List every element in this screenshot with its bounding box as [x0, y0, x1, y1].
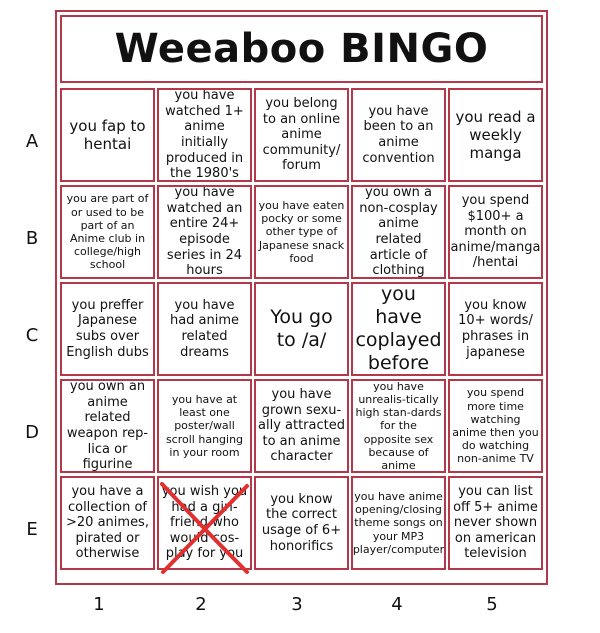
cell-e3[interactable]: you know the correct usage of 6+ honorifics — [254, 476, 349, 570]
cell-d3[interactable]: you have grown sexu-ally attracted to an anime character — [254, 379, 349, 473]
row-label-c: C — [25, 325, 39, 346]
bingo-board — [55, 10, 548, 585]
cell-c4[interactable]: you have coplayed before — [351, 282, 446, 376]
page-title: Weeaboo BINGO — [114, 26, 489, 72]
title-cell — [60, 15, 543, 83]
col-label-3: 3 — [291, 594, 303, 615]
cell-d2[interactable]: you have at least one poster/wall scroll hanging in your room — [157, 379, 252, 473]
row-label-d: D — [25, 422, 39, 443]
col-label-1: 1 — [93, 594, 105, 615]
cell-b3[interactable]: you have eaten pocky or some other type of Japanese snack food — [254, 185, 349, 279]
cell-d1[interactable]: you own an anime related weapon rep-lica or figurine — [60, 379, 155, 473]
cell-d5[interactable]: you spend more time watching anime then you do watching non-anime TV — [448, 379, 543, 473]
col-label-5: 5 — [486, 594, 498, 615]
cell-c3[interactable]: You go to /a/ — [254, 282, 349, 376]
cell-b5[interactable]: you spend $100+ a month on anime/manga /hentai — [448, 185, 543, 279]
cell-c5[interactable]: you know 10+ words/ phrases in japanese — [448, 282, 543, 376]
col-label-2: 2 — [195, 594, 207, 615]
row-label-b: B — [25, 228, 39, 249]
cell-a3[interactable]: you belong to an online anime community/ forum — [254, 88, 349, 182]
cell-e2[interactable]: you wish you had a girl-friend who would cos-play for you — [157, 476, 252, 570]
cell-c2[interactable]: you have had anime related dreams — [157, 282, 252, 376]
cell-a2[interactable]: you have watched 1+ anime initially produced in the 1980's — [157, 88, 252, 182]
col-label-4: 4 — [391, 594, 403, 615]
cell-b2[interactable]: you have watched an entire 24+ episode series in 24 hours — [157, 185, 252, 279]
cell-a4[interactable]: you have been to an anime convention — [351, 88, 446, 182]
cell-a1[interactable]: you fap to hentai — [60, 88, 155, 182]
cell-c1[interactable]: you preffer Japanese subs over English dubs — [60, 282, 155, 376]
row-label-e: E — [26, 519, 38, 540]
cell-e1[interactable]: you have a collection of >20 animes, pirated or otherwise — [60, 476, 155, 570]
cell-e5[interactable]: you can list off 5+ anime never shown on american television — [448, 476, 543, 570]
cell-b4[interactable]: you own a non-cosplay anime related article of clothing — [351, 185, 446, 279]
cell-a5[interactable]: you read a weekly manga — [448, 88, 543, 182]
cell-e4[interactable]: you have anime opening/closing theme songs on your MP3 player/computer — [351, 476, 446, 570]
cell-b1[interactable]: you are part of or used to be part of an Anime club in college/high school — [60, 185, 155, 279]
row-label-a: A — [25, 131, 39, 152]
cell-d4[interactable]: you have unrealis-tically high stan-dards for the opposite sex because of anime — [351, 379, 446, 473]
